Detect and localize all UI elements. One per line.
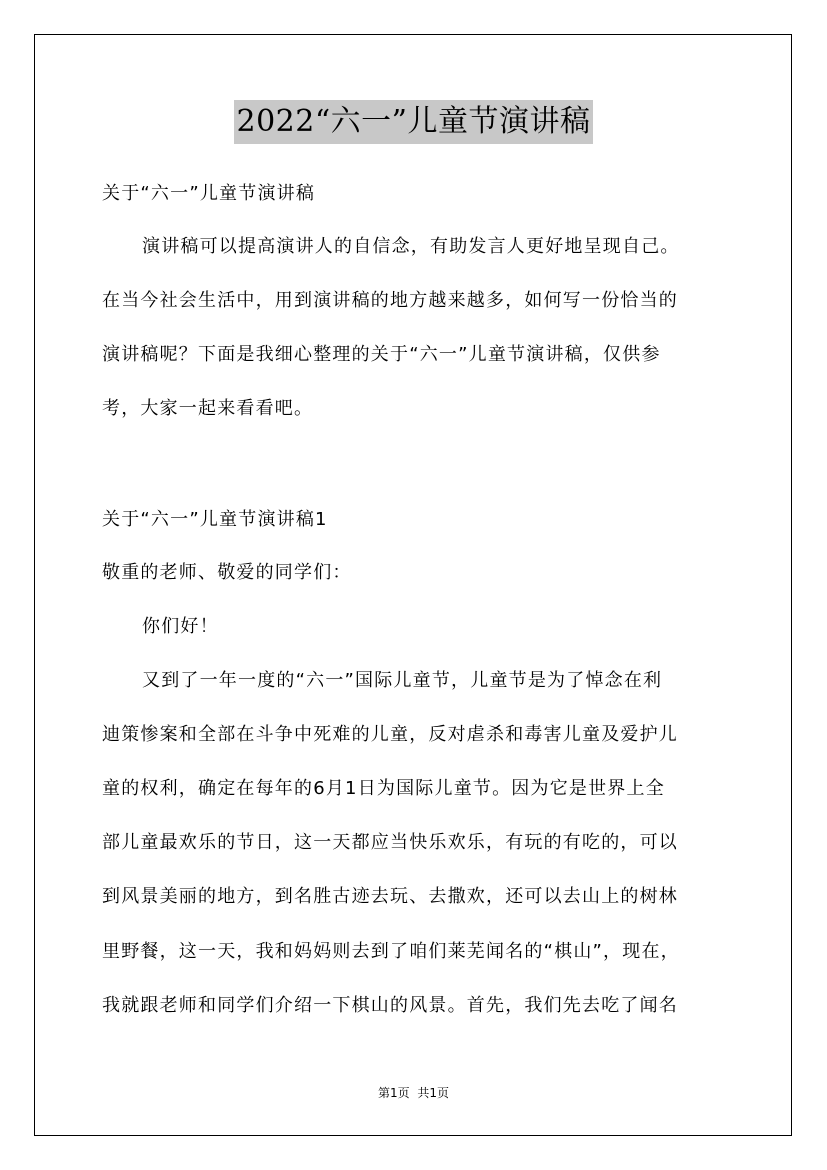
paragraph-line: 演讲稿呢？下面是我细心整理的关于“六一”儿童节演讲稿，仅供参: [102, 344, 661, 365]
page-total: 共1页: [417, 1086, 450, 1100]
paragraph-line: 又到了一年一度的“六一”国际儿童节，儿童节是为了悼念在利: [142, 670, 663, 691]
section-heading: 关于“六一”儿童节演讲稿1: [102, 509, 328, 530]
paragraph-line: 童的权利，确定在每年的6月1日为国际儿童节。因为它是世界上全: [102, 778, 665, 799]
document-title: 2022“六一”儿童节演讲稿: [234, 100, 592, 144]
title-container: [0, 100, 827, 144]
paragraph-line: 里野餐，这一天，我和妈妈则去到了咱们莱芜闻名的“棋山”，现在，: [102, 941, 680, 962]
paragraph-line: 你们好！: [142, 616, 219, 637]
paragraph-line: 敬重的老师、敬爱的同学们：: [102, 562, 352, 583]
page-footer: [0, 1084, 827, 1101]
paragraph-line: 我就跟老师和同学们介绍一下棋山的风景。首先，我们先去吃了闻名: [102, 995, 678, 1016]
paragraph-line: 关于“六一”儿童节演讲稿: [102, 183, 316, 204]
paragraph-line: 在当今社会生活中，用到演讲稿的地方越来越多，如何写一份恰当的: [102, 290, 678, 311]
paragraph-line: 迪策惨案和全部在斗争中死难的儿童，反对虐杀和毒害儿童及爱护儿: [102, 724, 678, 745]
paragraph-line: 考，大家一起来看看吧。: [102, 398, 314, 419]
page-number: 第1页: [377, 1086, 410, 1100]
paragraph-line: 到风景美丽的地方，到名胜古迹去玩、去撒欢，还可以去山上的树林: [102, 886, 678, 907]
paragraph-line: 演讲稿可以提高演讲人的自信念，有助发言人更好地呈现自己。: [142, 236, 680, 257]
paragraph-line: 部儿童最欢乐的节日，这一天都应当快乐欢乐，有玩的有吃的，可以: [102, 832, 678, 853]
